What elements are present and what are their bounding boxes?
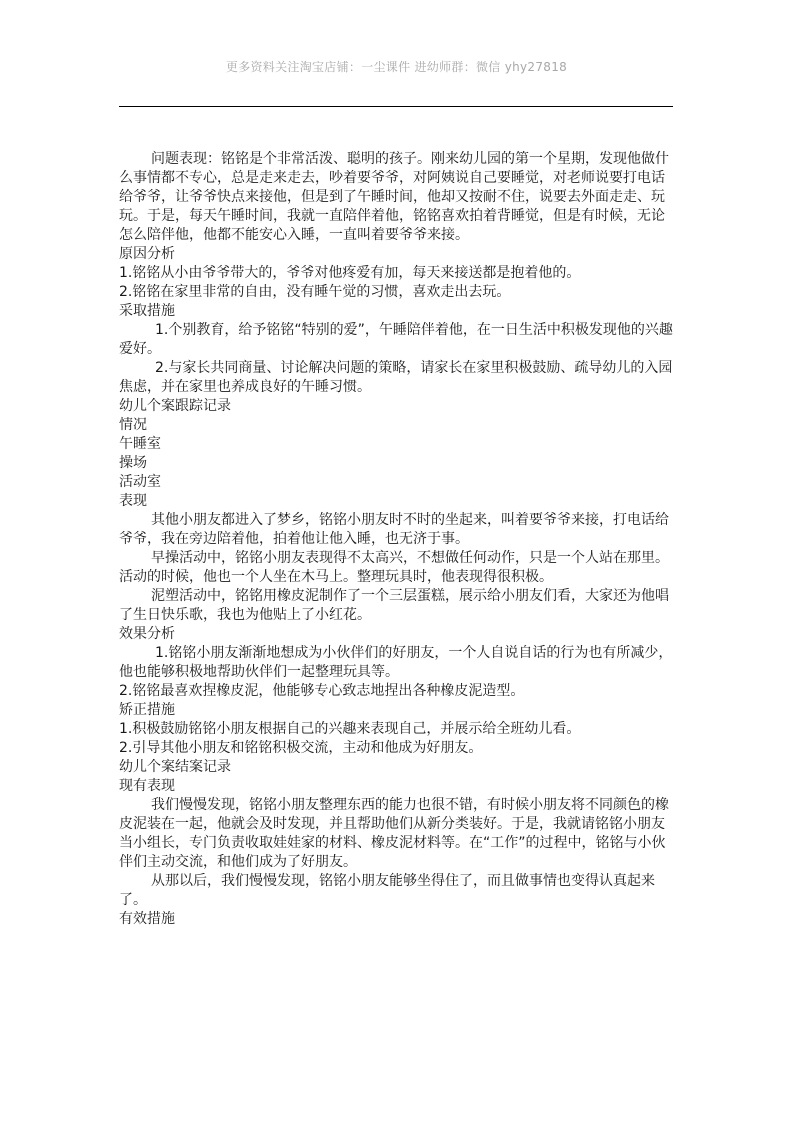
performance-paragraph-exercise: 早操活动中，铭铭小朋友表现得不太高兴，不想做任何动作，只是一个人站在那里。活动的时候，他也一个人坐在木马上。整理玩具时，他表现得很积极。 [119, 550, 669, 585]
section-heading-cause-analysis: 原因分析 [119, 246, 175, 262]
section-heading-correction: 矫正措施 [119, 702, 175, 718]
section-heading-closing-record: 幼儿个案结案记录 [119, 759, 231, 775]
current-performance-paragraph-1: 我们慢慢发现，铭铭小朋友整理东西的能力也很不错，有时候小朋友将不同颜色的橡皮泥装在一起，他就会及时发现，并且帮助他们从新分类装好。于是，我就请铭铭小朋友当小组长，专门负责收取娃娃家的材料、橡皮泥材料等。在“工作”的过程中，铭铭与小伙伴们主动交流，和他们成为了好朋友。 [119, 797, 669, 870]
page-header-text: 更多资料关注淘宝店铺：一尘课件 进幼师群：微信 yhy27818 [225, 60, 568, 74]
measure-item-1: 1.个别教育，给予铭铭“特别的爱”，午睡陪伴着他，在一日生活中积极发现他的兴趣爱好。 [119, 322, 673, 357]
label-performance: 表现 [119, 493, 147, 509]
label-activity-room: 活动室 [119, 474, 161, 490]
effect-item-1: 1.铭铭小朋友渐渐地想成为小伙伴们的好朋友，一个人自说自话的行为也有所减少，他也能够积极地帮助伙伴们一起整理玩具等。 [119, 645, 673, 680]
cause-item-2: 2.铭铭在家里非常的自由，没有睡午觉的习惯，喜欢走出去玩。 [119, 284, 511, 300]
section-heading-tracking-record: 幼儿个案跟踪记录 [119, 398, 231, 414]
performance-paragraph-nap: 其他小朋友都进入了梦乡，铭铭小朋友时不时的坐起来，叫着要爷爷来接，打电话给爷爷，我在旁边陪着他，拍着他让他入睡，也无济于事。 [119, 512, 669, 547]
correction-item-1: 1.积极鼓励铭铭小朋友根据自己的兴趣来表现自己，并展示给全班幼儿看。 [119, 721, 581, 737]
section-heading-effective-measures: 有效措施 [119, 911, 175, 927]
measure-item-2: 2.与家长共同商量、讨论解决问题的策略，请家长在家里积极鼓励、疏导幼儿的入园焦虑，并在家里也养成良好的午睡习惯。 [119, 360, 673, 395]
label-current-performance: 现有表现 [119, 778, 175, 794]
header-divider [119, 106, 673, 107]
current-performance-paragraph-2: 从那以后，我们慢慢发现，铭铭小朋友能够坐得住了，而且做事情也变得认真起来了。 [119, 873, 655, 908]
correction-item-2: 2.引导其他小朋友和铭铭积极交流，主动和他成为好朋友。 [119, 740, 483, 756]
section-heading-effect-analysis: 效果分析 [119, 626, 175, 642]
effect-item-2: 2.铭铭最喜欢捏橡皮泥，他能够专心致志地捏出各种橡皮泥造型。 [119, 683, 525, 699]
cause-item-1: 1.铭铭从小由爷爷带大的，爷爷对他疼爱有加，每天来接送都是抱着他的。 [119, 265, 581, 281]
label-situation: 情况 [119, 417, 147, 433]
problem-description-paragraph: 问题表现：铭铭是个非常活泼、聪明的孩子。刚来幼儿园的第一个星期，发现他做什么事情都不专心，总是走来走去，吵着要爷爷，对阿姨说自己要睡觉，对老师说要打电话给爷爷，让爷爷快点来接他，但是到了午睡时间，他却又按耐不住，说要去外面走走、玩玩。于是，每天午睡时间，我就一直陪伴着他，铭铭喜欢拍着背睡觉，但是有时候，无论怎么陪伴他，他都不能安心入睡，一直叫着要爷爷来接。 [119, 151, 669, 243]
performance-paragraph-clay: 泥塑活动中，铭铭用橡皮泥制作了一个三层蛋糕，展示给小朋友们看，大家还为他唱了生日快乐歌，我也为他贴上了小红花。 [119, 588, 669, 623]
label-playground: 操场 [119, 455, 147, 471]
section-heading-measures: 采取措施 [119, 303, 175, 319]
document-body [119, 150, 674, 929]
label-nap-room: 午睡室 [119, 436, 161, 452]
